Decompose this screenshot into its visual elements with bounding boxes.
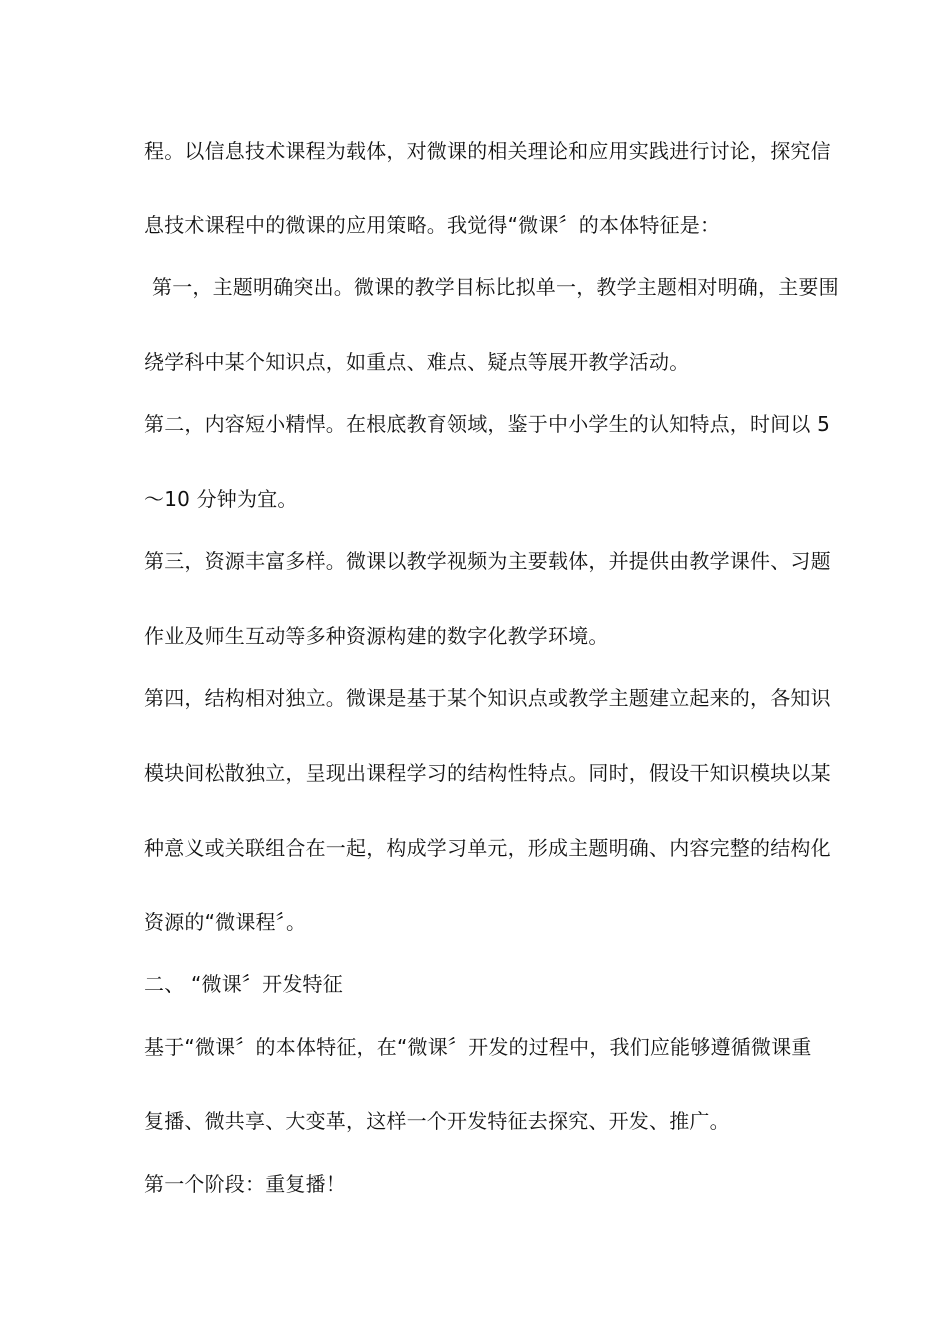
paragraph-line: 复播、微共享、大变革，这样一个开发特征去探究、开发、推广。 <box>144 1109 730 1133</box>
paragraph-line: 基于“微课〞的本体特征，在“微课〞开发的过程中，我们应能够遵循微课重 <box>144 1035 812 1059</box>
paragraph-line: 资源的“微课程〞。 <box>144 910 307 934</box>
paragraph-line: 息技术课程中的微课的应用策略。我觉得“微课〞的本体特征是： <box>144 213 721 237</box>
paragraph-line: 模块间松散独立，呈现出课程学习的结构性特点。同时，假设干知识模块以某 <box>144 761 831 785</box>
paragraph-line: 第一个阶段：重复播！ <box>144 1172 346 1196</box>
paragraph-line: ～10 分钟为宜。 <box>144 487 298 511</box>
paragraph-line: 第一，主题明确突出。微课的教学目标比拟单一，教学主题相对明确，主要围 <box>152 275 839 299</box>
paragraph-line: 绕学科中某个知识点，如重点、难点、疑点等展开教学活动。 <box>144 350 690 374</box>
paragraph-line: 第四，结构相对独立。微课是基于某个知识点或教学主题建立起来的，各知识 <box>144 686 831 710</box>
paragraph-line: 第二，内容短小精悍。在根底教育领域，鉴于中小学生的认知特点，时间以 5 <box>144 412 831 436</box>
section-heading: 二、 “微课〞开发特征 <box>144 972 343 996</box>
paragraph-line: 第三，资源丰富多样。微课以教学视频为主要载体，并提供由教学课件、习题 <box>144 549 831 573</box>
paragraph-line: 程。以信息技术课程为载体，对微课的相关理论和应用实践进行讨论，探究信 <box>144 139 831 163</box>
paragraph-line: 种意义或关联组合在一起，构成学习单元，形成主题明确、内容完整的结构化 <box>144 836 831 860</box>
paragraph-line: 作业及师生互动等多种资源构建的数字化教学环境。 <box>144 624 609 648</box>
